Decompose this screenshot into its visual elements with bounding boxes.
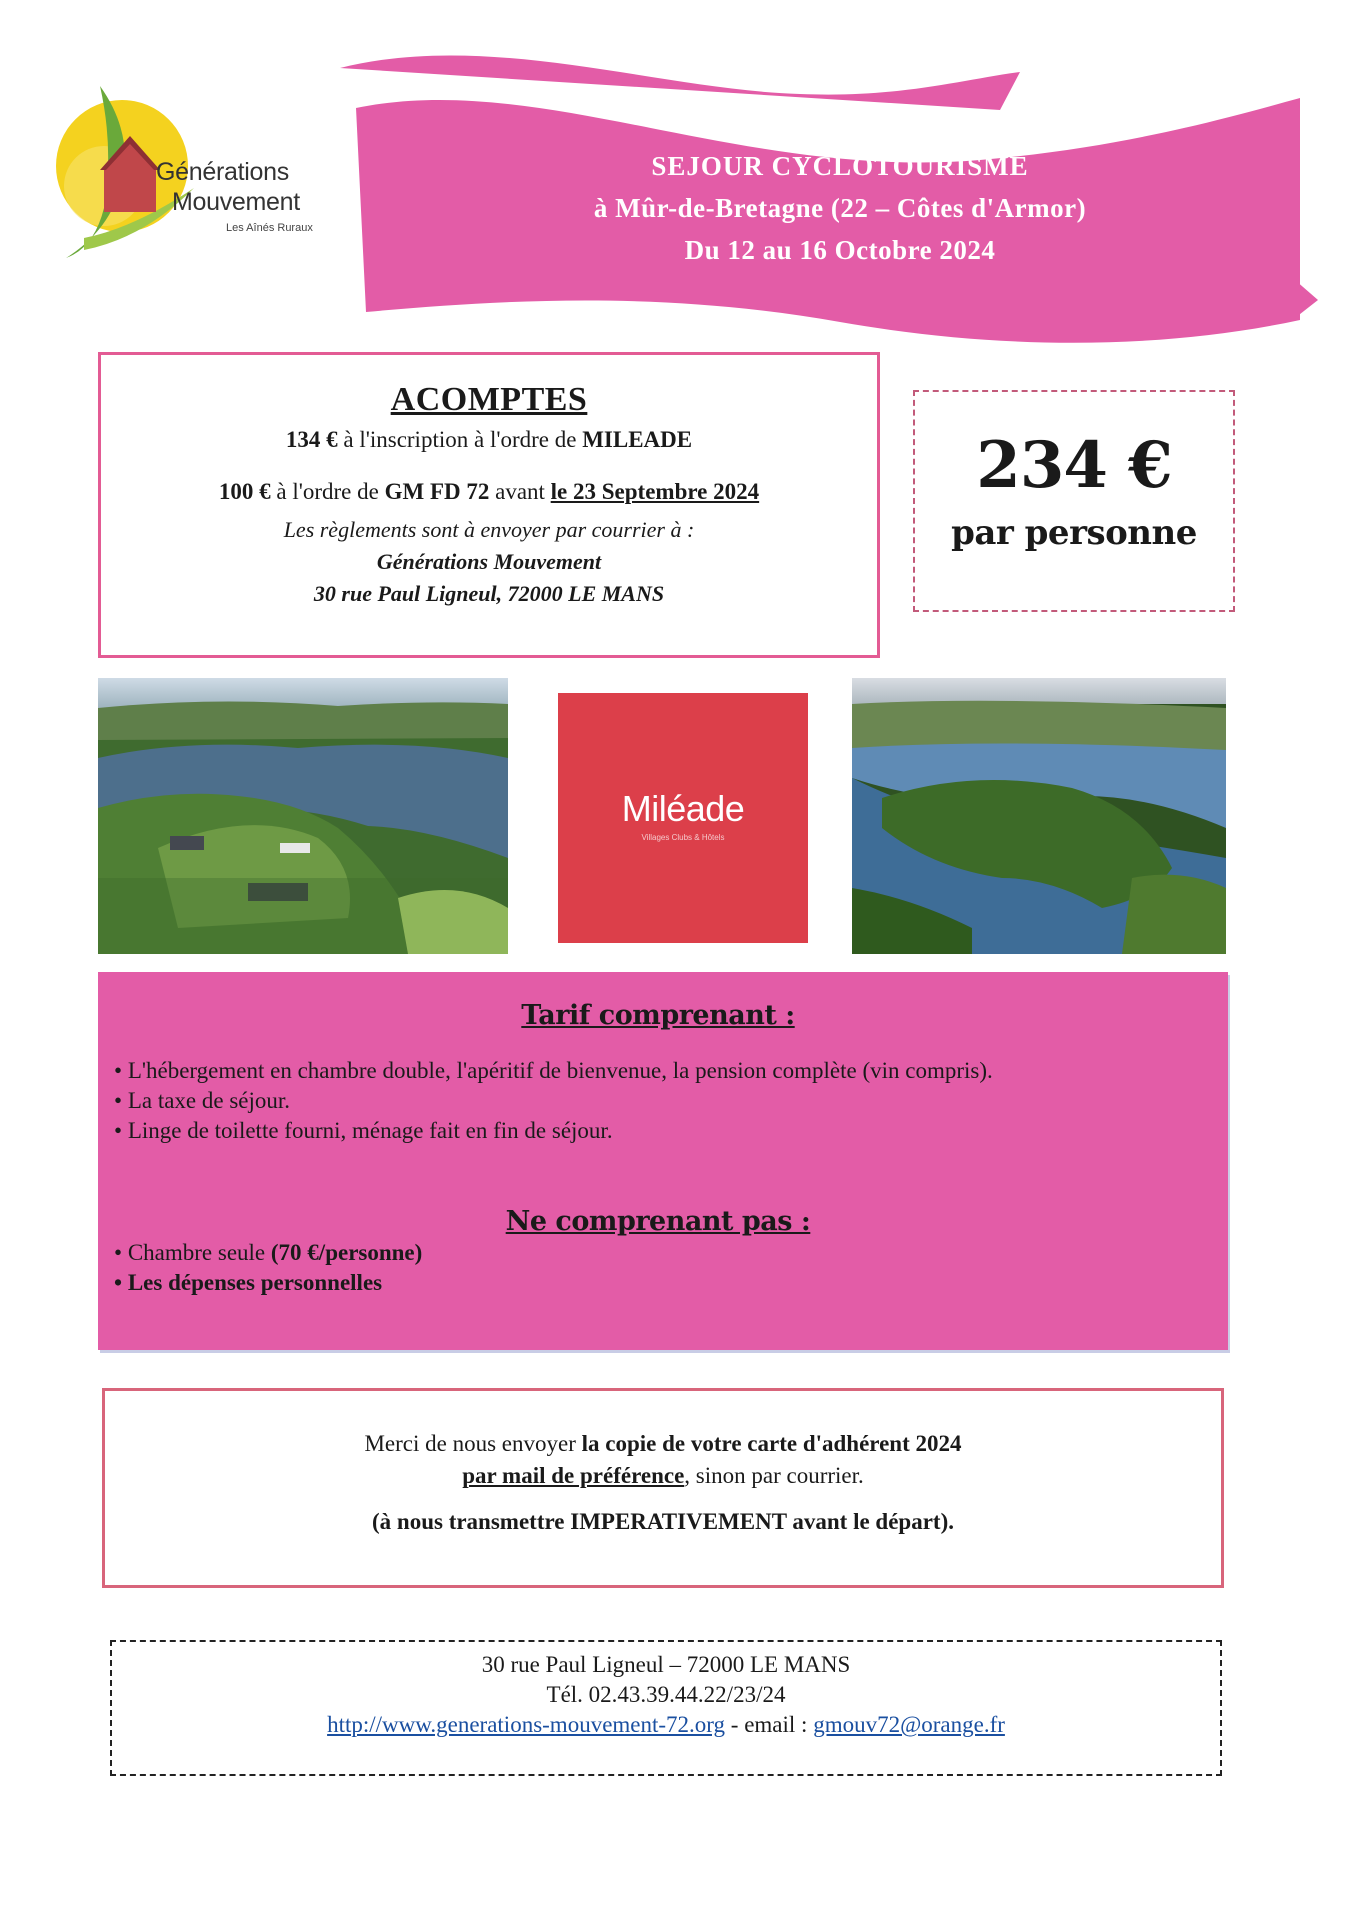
excluded-item-text: Chambre seule [127, 1240, 271, 1265]
footer-phone: Tél. 02.43.39.44.22/23/24 [546, 1682, 786, 1707]
notice-line3: (à nous transmettre IMPERATIVEMENT avant le départ). [372, 1509, 954, 1534]
deposit2-text: à l'ordre de [270, 479, 385, 504]
footer-links [112, 1712, 1220, 1738]
logo-tagline: Les Aînés Ruraux [226, 222, 313, 234]
banner-dates: Du 12 au 16 Octobre 2024 [684, 235, 996, 265]
title-banner [340, 50, 1320, 350]
notice-line2-text: , sinon par courrier. [684, 1463, 864, 1488]
notice-line1-text: Merci de nous envoyer [364, 1431, 582, 1456]
footer-address: 30 rue Paul Ligneul – 72000 LE MANS [481, 1652, 851, 1677]
included-item: • L'hébergement en chambre double, l'apéritif de bienvenue, la pension complète (vin compris). [114, 1056, 993, 1086]
excluded-list [114, 1238, 422, 1298]
contact-footer [110, 1640, 1222, 1776]
email-link[interactable]: gmouv72@orange.fr [813, 1712, 1005, 1737]
price-per-person: par personne [951, 513, 1197, 553]
included-item: • La taxe de séjour. [114, 1086, 993, 1116]
payment-address: 30 rue Paul Ligneul, 72000 LE MANS [313, 581, 665, 606]
generations-mouvement-logo [44, 78, 344, 268]
excluded-item [114, 1268, 422, 1298]
notice-line1-bold: la copie de votre carte d'adhérent 2024 [581, 1431, 962, 1456]
lake-aerial-photo-left [98, 678, 508, 954]
notice-line1 [105, 1431, 1221, 1457]
price-box [913, 390, 1235, 612]
banner-location: à Mûr-de-Bretagne (22 – Côtes d'Armor) [593, 193, 1087, 223]
lake-aerial-photo-right [852, 678, 1226, 954]
lake-photo-left-graphic [98, 678, 508, 954]
email-label: - email : [725, 1712, 814, 1737]
deposit2-mid: avant [489, 479, 551, 504]
mileade-logo-name: Miléade [621, 788, 745, 829]
lake-photo-right-graphic [852, 678, 1226, 954]
included-heading: Tarif comprenant : [521, 1000, 795, 1031]
acomptes-line2 [101, 479, 877, 505]
deposit2-amount: 100 € [218, 479, 271, 504]
excluded-item [114, 1238, 422, 1268]
banner-title: SEJOUR CYCLOTOURISME [651, 151, 1029, 181]
payment-note: Les règlements sont à envoyer par courrier à : [283, 517, 695, 542]
included-item: • Linge de toilette fourni, ménage fait en fin de séjour. [114, 1116, 993, 1146]
payment-org: Générations Mouvement [376, 549, 602, 574]
excluded-item-text: Les dépenses personnelles [127, 1270, 383, 1295]
notice-line2 [105, 1463, 1221, 1489]
mileade-logo [558, 693, 808, 943]
deposit1-text: à l'inscription à l'ordre de [337, 427, 583, 452]
membership-card-notice [102, 1388, 1224, 1588]
deposit1-amount: 134 € [285, 427, 338, 452]
mileade-logo-subtitle: Villages Clubs & Hôtels [641, 833, 725, 842]
acomptes-heading: ACOMPTES [390, 381, 588, 418]
tarif-box [98, 972, 1228, 1350]
notice-line2-bold: par mail de préférence [462, 1463, 685, 1488]
logo-text-line2: Mouvement [172, 188, 300, 216]
deposit2-deadline: le 23 Septembre 2024 [550, 479, 760, 504]
included-list [114, 1056, 993, 1146]
excluded-item-price: (70 €/personne) [270, 1240, 423, 1265]
banner-text [410, 146, 1270, 270]
deposit1-payee: MILEADE [582, 427, 693, 452]
logo-text-line1: Générations [156, 158, 289, 186]
price-amount: 234 € [976, 428, 1172, 503]
website-link[interactable]: http://www.generations-mouvement-72.org [327, 1712, 726, 1737]
excluded-heading: Ne comprenant pas : [505, 1206, 811, 1237]
deposit2-payee: GM FD 72 [384, 479, 490, 504]
acomptes-box [98, 352, 880, 658]
acomptes-line1 [101, 427, 877, 453]
